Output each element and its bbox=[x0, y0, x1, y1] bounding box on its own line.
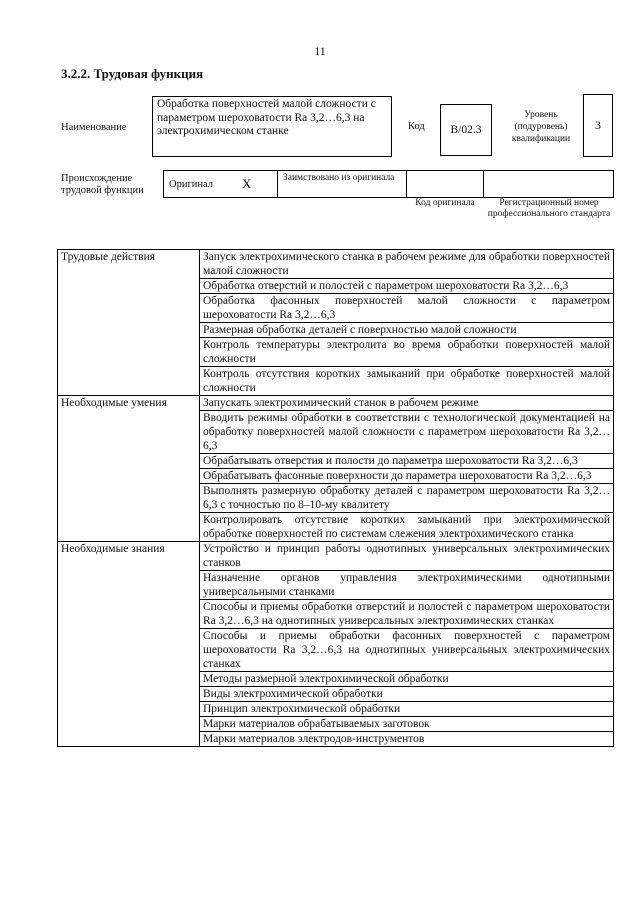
code-original-caption: Код оригинала bbox=[415, 198, 475, 208]
table-cell: Виды электрохимической обработки bbox=[200, 687, 614, 702]
borrowed-cell bbox=[277, 170, 407, 198]
section-header: Трудовые действия bbox=[58, 250, 200, 396]
table-cell: Обрабатывать отверстия и полости до параметра шероховатости Ra 3,2…6,3 bbox=[200, 454, 614, 469]
code-original-cell bbox=[406, 170, 484, 198]
table-cell: Принцип электрохимической обработки bbox=[200, 702, 614, 717]
code-label: Код bbox=[408, 121, 425, 132]
table-row bbox=[58, 542, 614, 571]
labor-function-table bbox=[57, 249, 614, 747]
table-cell: Запуск электрохимического станка в рабочем режиме для обработки поверхностей малой сложности bbox=[200, 250, 614, 279]
code-box: B/02.3 bbox=[440, 104, 492, 156]
table-cell: Обрабатывать фасонные поверхности до параметра шероховатости Ra 3,2…6,3 bbox=[200, 469, 614, 484]
reg-number-cell bbox=[483, 170, 614, 198]
table-cell: Марки материалов электродов-инструментов bbox=[200, 732, 614, 747]
table-cell: Контроль температуры электролита во время обработки поверхностей малой сложности bbox=[200, 338, 614, 367]
table-cell: Вводить режимы обработки в соответствии с технологической документацией на обработку поверхностей малой сложности с параметром шероховатости Ra 3,2…6,3 bbox=[200, 411, 614, 454]
table-cell: Контроль отсутствия коротких замыканий при обработке поверхностей малой сложности bbox=[200, 367, 614, 396]
table-cell: Марки материалов обрабатываемых заготовок bbox=[200, 717, 614, 732]
original-label: Оригинал bbox=[169, 179, 213, 190]
table-cell: Запускать электрохимический станок в рабочем режиме bbox=[200, 396, 614, 411]
function-name-box: Обработка поверхностей малой сложности с параметром шероховатости Ra 3,2…6,3 на электрохимическом станке bbox=[152, 96, 392, 157]
origin-label: Происхождение трудовой функции bbox=[61, 173, 144, 196]
table-cell: Обработка отверстий и полостей с параметром шероховатости Ra 3,2…6,3 bbox=[200, 279, 614, 294]
table-cell: Обработка фасонных поверхностей малой сложности с параметром шероховатости Ra 3,2…6,3 bbox=[200, 294, 614, 323]
table-row bbox=[58, 396, 614, 411]
table-cell: Размерная обработка деталей с поверхностью малой сложности bbox=[200, 323, 614, 338]
table-cell: Назначение органов управления электрохимическими однотипными универсальными станками bbox=[200, 571, 614, 600]
level-box: 3 bbox=[583, 94, 613, 157]
reg-number-caption: Регистрационный номер профессионального стандарта bbox=[487, 198, 611, 219]
table-cell: Способы и приемы обработки отверстий и полостей с параметром шероховатости Ra 3,2…6,3 на однотипных универсальных электрохимических станках bbox=[200, 600, 614, 629]
name-label: Наименование bbox=[61, 122, 127, 133]
table-row bbox=[58, 250, 614, 279]
table-cell: Устройство и принцип работы однотипных универсальных электрохимических станков bbox=[200, 542, 614, 571]
level-label: Уровень (подуровень) квалификации bbox=[511, 110, 571, 144]
section-header: Необходимые умения bbox=[58, 396, 200, 542]
section-title: 3.2.2. Трудовая функция bbox=[61, 66, 204, 81]
section-header: Необходимые знания bbox=[58, 542, 200, 747]
table-cell: Методы размерной электрохимической обработки bbox=[200, 672, 614, 687]
table-cell: Выполнять размерную обработку деталей с параметром шероховатости Ra 3,2…6,3 с точностью по 8–10-му квалитету bbox=[200, 484, 614, 513]
table-cell: Способы и приемы обработки фасонных поверхностей с параметром шероховатости Ra 3,2…6,3 на однотипных универсальных электрохимических станках bbox=[200, 629, 614, 672]
borrowed-label: Заимствовано из оригинала bbox=[283, 173, 395, 183]
original-mark: X bbox=[242, 176, 252, 191]
original-cell bbox=[163, 170, 278, 198]
table-cell: Контролировать отсутствие коротких замыканий при электрохимической обработке поверхностей по системам слежения электрохимического станка bbox=[200, 513, 614, 542]
page-number: 11 bbox=[314, 44, 326, 58]
